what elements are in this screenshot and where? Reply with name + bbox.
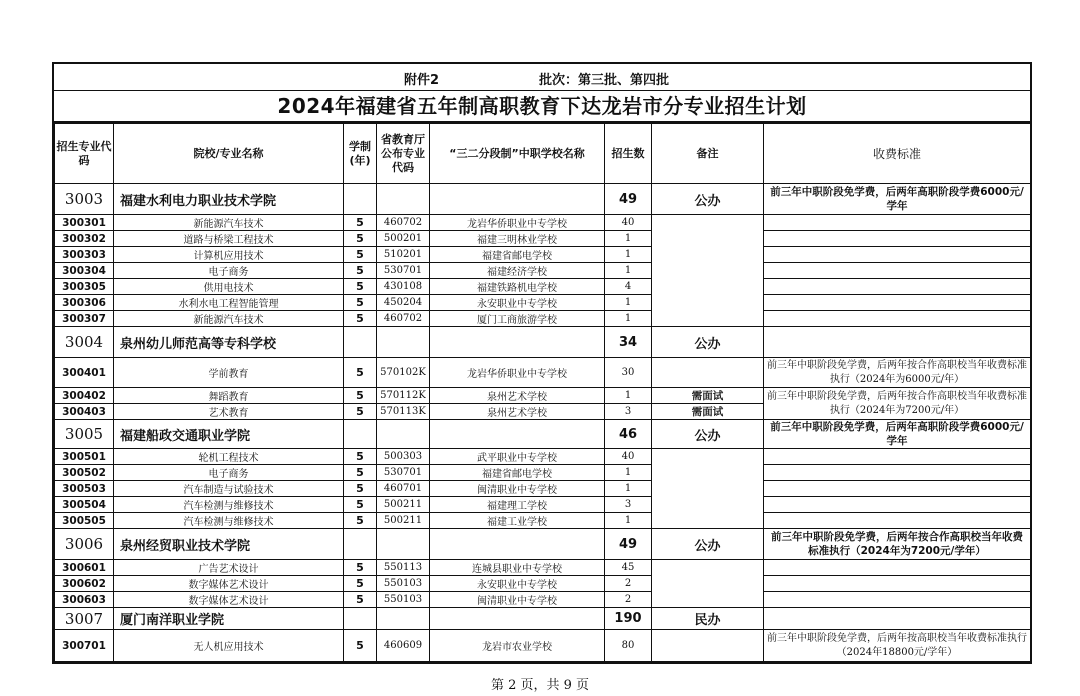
enrollment-table [54, 123, 1031, 662]
document-sheet [52, 62, 1032, 664]
fee-standard: 前三年中职阶段免学费，后两年按合作高职校当年收费标准执行（2024年为6000元/年） [764, 358, 1031, 388]
col-mid-school: “三二分段制”中职学校名称 [430, 124, 605, 184]
school-code: 3007 [55, 608, 114, 630]
table-header [55, 124, 1031, 184]
school-row [55, 327, 1031, 358]
school-quota: 190 [605, 608, 652, 630]
col-code: 招生专业代码 [55, 124, 114, 184]
table-row: 300403 艺术教育 5 570113K 泉州艺术学校 3 需面试 [55, 404, 1031, 420]
table-row: 300503 汽车制造与试验技术 5 460701 闽清职业中专学校 1 [55, 481, 1031, 497]
table-row: 300302 道路与桥梁工程技术 5 500201 福建三明林业学校 1 [55, 231, 1031, 247]
school-type: 民办 [652, 608, 764, 630]
school-name: 泉州经贸职业技术学院 [114, 529, 344, 560]
school-type: 公办 [652, 420, 764, 449]
school-row [55, 529, 1031, 560]
table-row: 300505 汽车检测与维修技术 5 500211 福建工业学校 1 [55, 513, 1031, 529]
school-row [55, 608, 1031, 630]
table-row: 300501 轮机工程技术 5 500303 武平职业中专学校 40 [55, 449, 1031, 465]
table-row: 300502 电子商务 5 530701 福建省邮电学校 1 [55, 465, 1031, 481]
note-interview: 需面试 [652, 388, 764, 404]
table-row: 300306 水利水电工程智能管理 5 450204 永安职业中专学校 1 [55, 295, 1031, 311]
fee-standard: 前三年中职阶段免学费，后两年按合作高职校当年收费标准执行（2024年为7200元/学年） [764, 529, 1031, 560]
header-row [54, 64, 1030, 91]
table-row: 300301 新能源汽车技术 5 460702 龙岩华侨职业中专学校 40 [55, 215, 1031, 231]
table-row: 300304 电子商务 5 530701 福建经济学校 1 [55, 263, 1031, 279]
school-code: 3003 [55, 184, 114, 215]
table-row: 300504 汽车检测与维修技术 5 500211 福建理工学校 3 [55, 497, 1031, 513]
school-type: 公办 [652, 184, 764, 215]
col-name: 院校/专业名称 [114, 124, 344, 184]
batch-label: 批次：第三批、第四批 [539, 73, 670, 88]
school-code: 3006 [55, 529, 114, 560]
table-row: 300603 数字媒体艺术设计 5 550103 闽清职业中专学校 2 [55, 592, 1031, 608]
annex-label: 附件2 [404, 73, 440, 88]
school-quota: 34 [605, 327, 652, 358]
fee-standard: 前三年中职阶段免学费，后两年按合作高职校当年收费标准执行（2024年为7200元/年） [764, 388, 1031, 420]
school-row [55, 420, 1031, 449]
table-row: 300602 数字媒体艺术设计 5 550103 永安职业中专学校 2 [55, 576, 1031, 592]
school-name: 福建水利电力职业技术学院 [114, 184, 344, 215]
school-quota: 49 [605, 529, 652, 560]
table-row: 300303 计算机应用技术 5 510201 福建省邮电学校 1 [55, 247, 1031, 263]
school-code: 3004 [55, 327, 114, 358]
page-footer: 第 2 页，共 9 页 [490, 678, 590, 693]
page-title: 2024年福建省五年制高职教育下达龙岩市分专业招生计划 [54, 91, 1030, 123]
col-quota: 招生数 [605, 124, 652, 184]
school-quota: 46 [605, 420, 652, 449]
table-row: 300601 广告艺术设计 5 550113 连城县职业中专学校 45 [55, 560, 1031, 576]
note-interview: 需面试 [652, 404, 764, 420]
school-quota: 49 [605, 184, 652, 215]
school-name: 泉州幼儿师范高等专科学校 [114, 327, 344, 358]
fee-standard: 前三年中职阶段免学费，后两年按高职校当年收费标准执行（2024年18800元/学年） [764, 630, 1031, 662]
school-code: 3005 [55, 420, 114, 449]
fee-standard: 前三年中职阶段免学费，后两年高职阶段学费6000元/学年 [764, 184, 1031, 215]
fee-standard: 前三年中职阶段免学费，后两年高职阶段学费6000元/学年 [764, 420, 1031, 449]
school-name: 福建船政交通职业学院 [114, 420, 344, 449]
col-note: 备注 [652, 124, 764, 184]
school-row [55, 184, 1031, 215]
col-fee: 收费标准 [764, 124, 1031, 184]
table-row: 300305 供用电技术 5 430108 福建铁路机电学校 4 [55, 279, 1031, 295]
table-row: 300402 舞蹈教育 5 570112K 泉州艺术学校 1 需面试 前三年中职阶段免学费，后两年按合作高职校当年收费标准执行（2024年为7200元/年） [55, 388, 1031, 404]
table-row: 300401 学前教育 5 570102K 龙岩华侨职业中专学校 30 前三年中职阶段免学费，后两年按合作高职校当年收费标准执行（2024年为6000元/年） [55, 358, 1031, 388]
table-row: 300307 新能源汽车技术 5 460702 厦门工商旅游学校 1 [55, 311, 1031, 327]
col-years: 学制(年) [344, 124, 377, 184]
school-type: 公办 [652, 529, 764, 560]
table-row: 300701 无人机应用技术 5 460609 龙岩市农业学校 80 前三年中职阶段免学费，后两年按高职校当年收费标准执行（2024年18800元/学年） [55, 630, 1031, 662]
school-type: 公办 [652, 327, 764, 358]
col-prov-code: 省教育厅公布专业代码 [377, 124, 430, 184]
school-name: 厦门南洋职业学院 [114, 608, 344, 630]
